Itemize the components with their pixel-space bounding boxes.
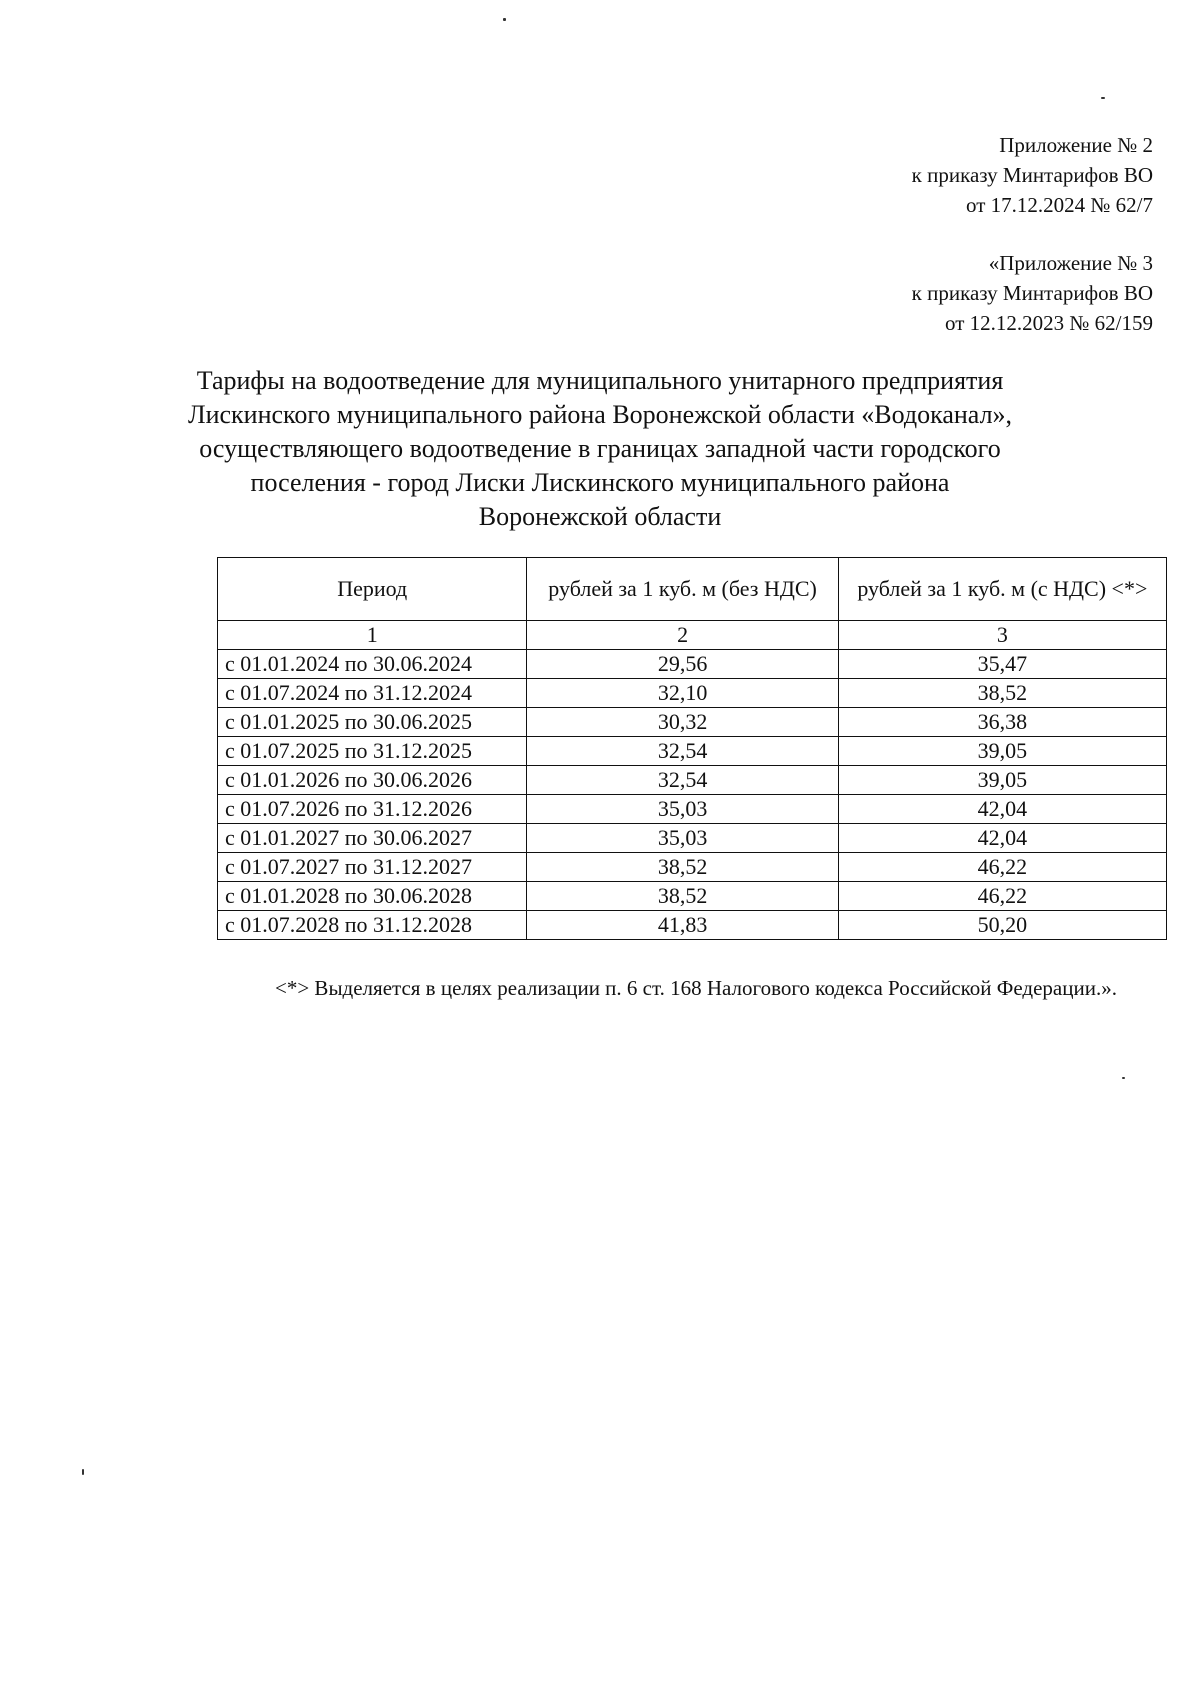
table-row	[218, 824, 1167, 853]
column-number: 1	[218, 621, 527, 650]
title-line: поселения - город Лиски Лискинского муниципального района	[250, 468, 950, 497]
appendix-order-ref: к приказу Минтарифов ВО	[911, 163, 1153, 187]
table-row	[218, 911, 1167, 940]
table-row	[218, 679, 1167, 708]
price-with-vat-cell: 42,04	[838, 824, 1166, 853]
period-cell: с 01.07.2026 по 31.12.2026	[218, 795, 527, 824]
appendix-number: «Приложение № 3	[988, 251, 1153, 275]
period-cell: с 01.07.2027 по 31.12.2027	[218, 853, 527, 882]
table-row	[218, 882, 1167, 911]
table-row	[218, 737, 1167, 766]
price-without-vat-cell: 38,52	[527, 882, 838, 911]
price-with-vat-cell: 38,52	[838, 679, 1166, 708]
appendix-order-date: от 17.12.2024 № 62/7	[965, 193, 1153, 217]
scan-speck	[1122, 1077, 1125, 1079]
header-price-with-vat: рублей за 1 куб. м (с НДС) <*>	[838, 558, 1166, 621]
price-without-vat-cell: 41,83	[527, 911, 838, 940]
appendix-header-previous	[912, 248, 1153, 338]
price-without-vat-cell: 32,54	[527, 766, 838, 795]
price-with-vat-cell: 46,22	[838, 882, 1166, 911]
period-cell: с 01.01.2026 по 30.06.2026	[218, 766, 527, 795]
price-with-vat-cell: 35,47	[838, 650, 1166, 679]
title-line: Лискинского муниципального района Воронежской области «Водоканал»,	[187, 400, 1013, 429]
price-without-vat-cell: 29,56	[527, 650, 838, 679]
column-number: 3	[838, 621, 1166, 650]
scan-speck	[503, 18, 506, 21]
header-period: Период	[218, 558, 527, 621]
price-without-vat-cell: 30,32	[527, 708, 838, 737]
appendix-number: Приложение № 2	[999, 133, 1153, 157]
period-cell: с 01.01.2027 по 30.06.2027	[218, 824, 527, 853]
price-without-vat-cell: 35,03	[527, 824, 838, 853]
price-with-vat-cell: 36,38	[838, 708, 1166, 737]
table-row	[218, 766, 1167, 795]
header-price-without-vat: рублей за 1 куб. м (без НДС)	[527, 558, 838, 621]
price-without-vat-cell: 32,10	[527, 679, 838, 708]
title-line: осуществляющего водоотведение в границах западной части городского	[199, 434, 1001, 463]
price-with-vat-cell: 39,05	[838, 737, 1166, 766]
scan-speck	[1101, 97, 1105, 99]
period-cell: с 01.07.2028 по 31.12.2028	[218, 911, 527, 940]
title-line: Воронежской области	[478, 502, 722, 531]
vat-footnote: <*> Выделяется в целях реализации п. 6 ст. 168 Налогового кодекса Российской Федерации.».	[275, 976, 1117, 1000]
period-cell: с 01.07.2024 по 31.12.2024	[218, 679, 527, 708]
table-row	[218, 708, 1167, 737]
appendix-order-ref: к приказу Минтарифов ВО	[911, 281, 1153, 305]
period-cell: с 01.07.2025 по 31.12.2025	[218, 737, 527, 766]
price-with-vat-cell: 39,05	[838, 766, 1166, 795]
title-line: Тарифы на водоотведение для муниципального унитарного предприятия	[196, 366, 1004, 395]
price-with-vat-cell: 46,22	[838, 853, 1166, 882]
table-row	[218, 795, 1167, 824]
appendix-order-date: от 12.12.2023 № 62/159	[944, 311, 1153, 335]
column-number: 2	[527, 621, 838, 650]
table-header-row	[218, 558, 1167, 621]
table-body	[218, 650, 1167, 940]
price-without-vat-cell: 38,52	[527, 853, 838, 882]
price-with-vat-cell: 42,04	[838, 795, 1166, 824]
price-without-vat-cell: 32,54	[527, 737, 838, 766]
table-row	[218, 853, 1167, 882]
period-cell: с 01.01.2025 по 30.06.2025	[218, 708, 527, 737]
column-number-row	[218, 621, 1167, 650]
price-without-vat-cell: 35,03	[527, 795, 838, 824]
period-cell: с 01.01.2028 по 30.06.2028	[218, 882, 527, 911]
tariff-table	[217, 557, 1167, 940]
table-row	[218, 650, 1167, 679]
price-with-vat-cell: 50,20	[838, 911, 1166, 940]
period-cell: с 01.01.2024 по 30.06.2024	[218, 650, 527, 679]
appendix-header-current	[912, 130, 1153, 220]
document-title	[160, 364, 1040, 534]
scan-speck	[82, 1469, 84, 1475]
